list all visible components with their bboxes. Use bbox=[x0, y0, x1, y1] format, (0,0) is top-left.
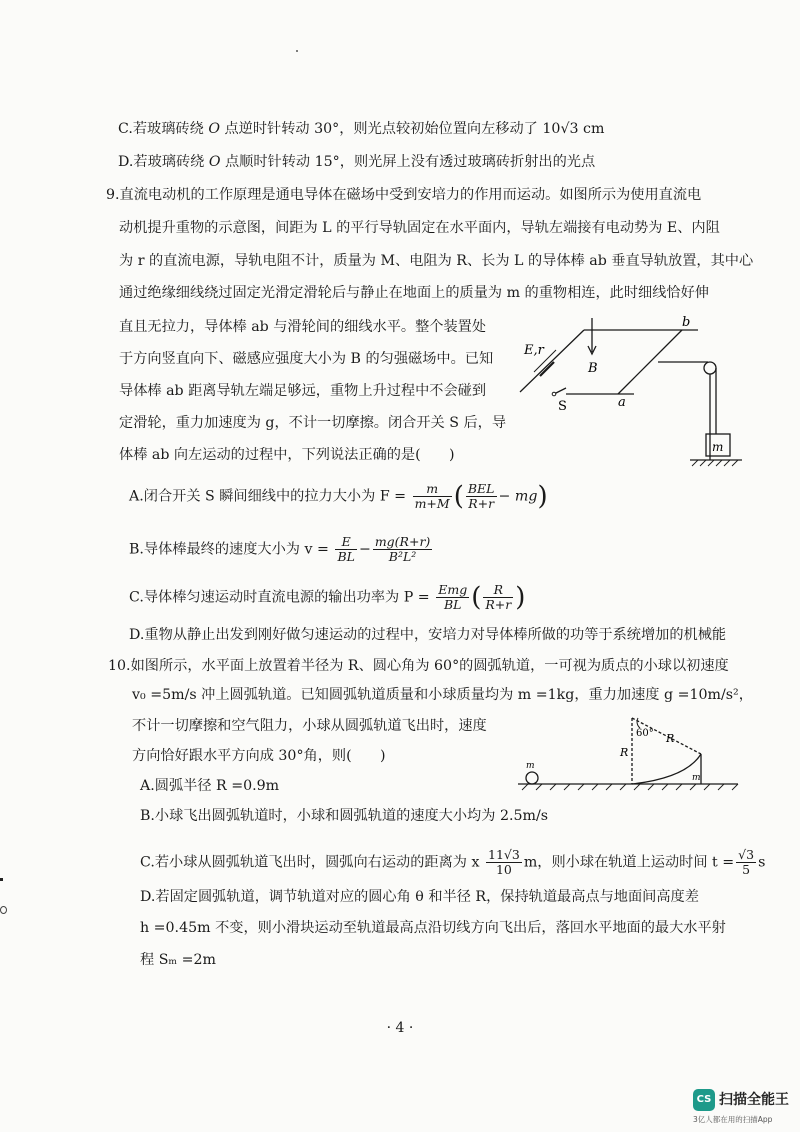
q9-circuit-figure bbox=[520, 310, 750, 470]
q9-option-b: B.导体棒最终的速度大小为 v = $\frac{E}{BL}$ − $\frac{mg(R+r)}{\text{B²L²}}$ bbox=[129, 534, 431, 564]
margin-mark bbox=[0, 906, 7, 914]
q10-option-a: A.圆弧半径 R =0.9m bbox=[140, 778, 280, 794]
q9-stem-line-8: 定滑轮，重力加速度为 g，不计一切摩擦。闭合开关 S 后，导 bbox=[119, 415, 507, 431]
app-name: 扫描全能王 bbox=[719, 1092, 789, 1108]
label-S: S bbox=[558, 399, 567, 414]
arc-surface bbox=[632, 754, 701, 784]
app-slogan: 3亿人都在用的扫描App bbox=[693, 1115, 773, 1124]
q10-option-d-line-3: 程 Sₘ =2m bbox=[140, 952, 216, 968]
margin-mark bbox=[0, 878, 3, 881]
floor-hatch bbox=[522, 784, 738, 790]
left-slant bbox=[520, 330, 584, 392]
q8-option-d: D.若玻璃砖绕 O 点顺时针转动 15°，则光屏上没有透过玻璃砖折射出的光点 bbox=[118, 154, 596, 170]
q9-stem-line-9: 体棒 ab 向左运动的过程中，下列说法正确的是( ) bbox=[119, 447, 455, 463]
label-b: b bbox=[682, 315, 691, 330]
speck bbox=[296, 50, 298, 52]
q8-option-c: C.若玻璃砖绕 O 点逆时针转动 30°，则光点较初始位置向左移动了 10√3 cm bbox=[118, 121, 605, 137]
q10-option-c: C.若小球从圆弧轨道飞出时，圆弧向右运动的距离为 x $\frac{11√3}{10}$ m，则小球在轨道上运动时间 t = $\frac{√3}{5}$ s bbox=[140, 847, 766, 877]
label-R-slant: R bbox=[666, 732, 675, 745]
q10-stem-line-4: 方向恰好跟水平方向成 30°角，则( ) bbox=[132, 748, 386, 764]
switch-contact bbox=[552, 392, 556, 396]
q9-stem-line-7: 导体棒 ab 距离导轨左端足够远，重物上升过程中不会碰到 bbox=[119, 383, 487, 399]
q10-option-b: B.小球飞出圆弧轨道时，小球和圆弧轨道的速度大小均为 2.5m/s bbox=[140, 808, 549, 824]
label-B: B bbox=[588, 361, 598, 376]
q10-stem-line-3: 不计一切摩擦和空气阻力，小球从圆弧轨道飞出时，速度 bbox=[132, 718, 487, 734]
q10-arc-track-figure bbox=[518, 712, 748, 800]
label-er: E,r bbox=[524, 343, 544, 358]
q9-option-c: C.导体棒匀速运动时直流电源的输出功率为 P = $\frac{\text{Emg}}{BL}$ ( $\frac{R}{R+r}$ ) bbox=[129, 582, 526, 613]
pulley bbox=[704, 362, 716, 374]
cs-app-logo: CS bbox=[693, 1089, 715, 1111]
q9-stem-line-6: 于方向竖直向下、磁感应强度大小为 B 的匀强磁场中。已知 bbox=[119, 351, 494, 367]
label-R-vertical: R bbox=[620, 746, 629, 759]
q10-stem-line-1: 10.如图所示，水平面上放置着半径为 R、圆心角为 60°的圆弧轨道，一可视为质点的小球以初速度 bbox=[108, 658, 729, 674]
q9-stem-line-2: 动机提升重物的示意图，间距为 L 的平行导轨固定在水平面内，导轨左端接有电动势为 E、内阻 bbox=[119, 220, 720, 236]
q9-option-d: D.重物从静止出发到刚好做匀速运动的过程中，安培力对导体棒所做的功等于系统增加的机械能 bbox=[129, 627, 727, 643]
label-a: a bbox=[618, 395, 626, 410]
label-track-m: m bbox=[692, 773, 701, 783]
q9-stem-line-3: 为 r 的直流电源，导轨电阻不计，质量为 M、电阻为 R、长为 L 的导体棒 ab 垂直导轨放置，其中心 bbox=[119, 253, 754, 269]
q10-option-d-line-2: h =0.45m 不变，则小滑块运动至轨道最高点沿切线方向飞出后，落回水平地面的最大水平射 bbox=[140, 920, 726, 936]
label-weight-m: m bbox=[712, 440, 724, 454]
q10-stem-line-2: v₀ =5m/s 冲上圆弧轨道。已知圆弧轨道质量和小球质量均为 m =1kg，重力加速度 g =10m/s²， bbox=[132, 687, 753, 703]
label-60deg: 60° bbox=[636, 728, 654, 739]
q9-stem-line-5: 直且无拉力，导体棒 ab 与滑轮间的细线水平。整个装置处 bbox=[119, 319, 487, 335]
angle-arc bbox=[637, 718, 640, 728]
q9-option-a: A.闭合开关 S 瞬间细线中的拉力大小为 F = $\frac{m}{m+M}$ ( $\frac{\text{BEL}}{R+r}$ − mg) bbox=[129, 481, 548, 512]
ground-hatch bbox=[692, 460, 738, 466]
q10-option-d-line-1: D.若固定圆弧轨道，调节轨道对应的圆心角 θ 和半径 R，保持轨道最高点与地面间高度差 bbox=[140, 889, 699, 905]
q9-stem-line-4: 通过绝缘细线绕过固定光滑定滑轮后与静止在地面上的质量为 m 的重物相连，此时细线恰好伸 bbox=[119, 285, 709, 301]
page-number: · 4 · bbox=[386, 1020, 414, 1036]
ball bbox=[526, 772, 538, 784]
label-ball-m: m bbox=[526, 761, 535, 771]
q9-stem-line-1: 9.直流电动机的工作原理是通电导体在磁场中受到安培力的作用而运动。如图所示为使用直流电 bbox=[106, 187, 702, 203]
